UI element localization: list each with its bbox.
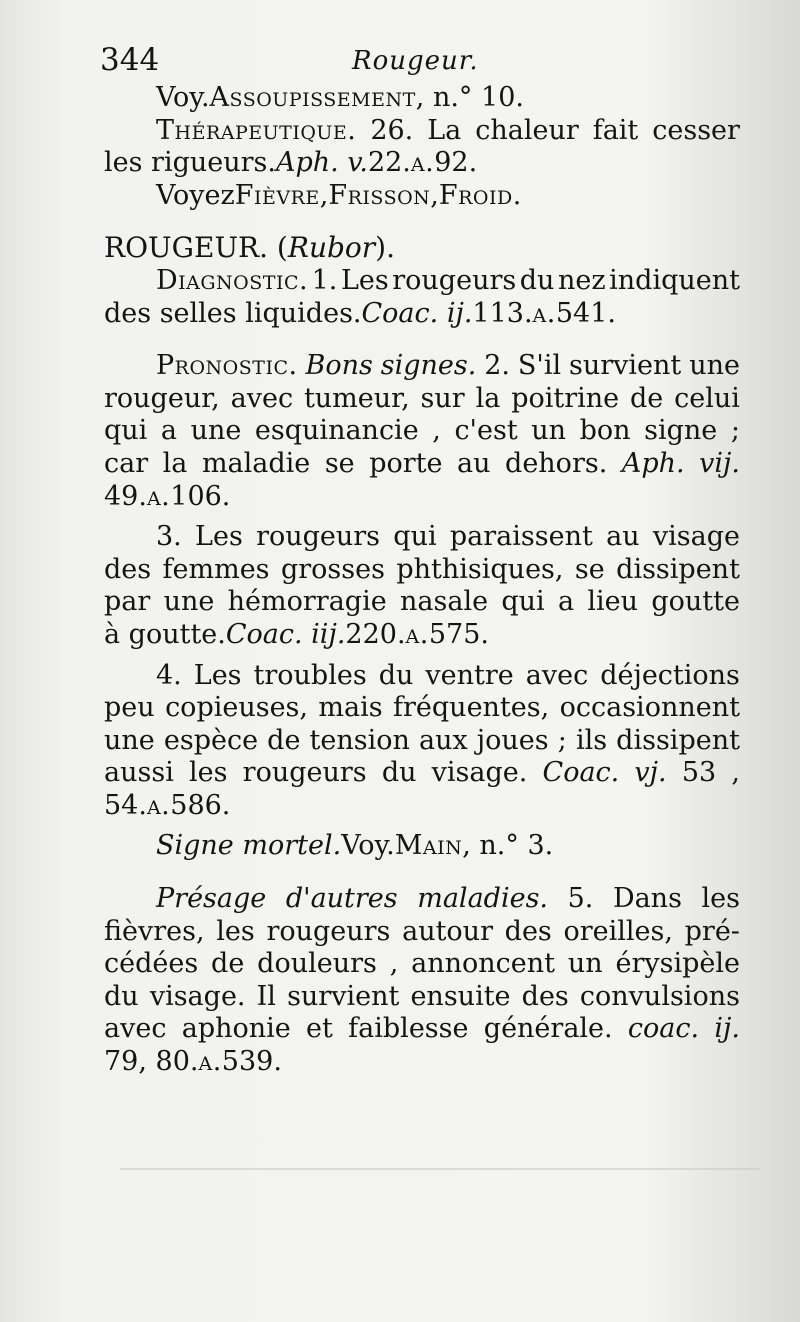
text-line (104, 916, 740, 949)
text-line (104, 554, 740, 587)
text-word: visage. (431, 757, 528, 789)
text-word: ensuite (410, 980, 511, 1012)
text-line (104, 350, 740, 383)
text-word: copieuses, (165, 692, 308, 724)
text-word: se (574, 553, 605, 585)
text-word: lieu (587, 586, 639, 618)
text-word: les (216, 915, 255, 947)
text-word: des (521, 980, 569, 1012)
text-run: 92. (434, 147, 478, 179)
text-run: 539. (221, 1046, 282, 1078)
text-run: Coac. iij. (225, 618, 346, 650)
text-line (104, 180, 740, 213)
text-word: tumeur, (303, 382, 410, 414)
text-word: tension (309, 724, 410, 756)
text-word: d'autres (285, 883, 398, 915)
text-word: Coac. (542, 757, 620, 789)
text-line (104, 415, 740, 448)
text-run: Froid (438, 179, 513, 211)
page-header (100, 42, 740, 86)
text-line (104, 883, 740, 916)
text-word: survient (287, 980, 400, 1012)
text-word: ventre (425, 659, 514, 691)
text-run: 586. (170, 789, 231, 821)
text-word: qui (393, 521, 437, 553)
text-word: qui (501, 586, 545, 618)
text-word: joues (476, 724, 549, 756)
text-word: cesser (652, 114, 740, 146)
text-word: coac. (627, 1013, 700, 1045)
text-line (104, 981, 740, 1014)
text-word: une (190, 415, 242, 447)
text-word: et (306, 1013, 333, 1045)
text-line (104, 619, 740, 652)
text-run: les rigueurs. (104, 147, 276, 179)
text-line (104, 265, 740, 298)
text-run: a. (405, 618, 429, 650)
text-word: aux (418, 724, 468, 756)
text-run: 79, 80. (104, 1046, 199, 1078)
text-word: des (104, 553, 152, 585)
text-run: des selles liquides. (104, 297, 362, 329)
text-word: autour (402, 915, 493, 947)
text-word: Présage (156, 883, 267, 915)
text-word: de (211, 948, 245, 980)
text-run: Main (394, 830, 463, 862)
text-word: rougeurs (392, 264, 517, 296)
text-word: maladie (201, 447, 311, 479)
text-line (104, 948, 740, 981)
text-run: 49. (104, 480, 147, 512)
text-word: paraissent (449, 521, 593, 553)
text-word: déjections (600, 659, 740, 691)
text-word: porte (369, 447, 443, 479)
text-run: 54. (104, 789, 147, 821)
text-word: esquinancie (254, 415, 419, 447)
text-word: ; (557, 724, 567, 756)
text-word: 4. (156, 659, 182, 691)
text-run: Signe mortel. (156, 830, 342, 862)
text-word: femmes (162, 553, 270, 585)
text-run: 575. (428, 618, 489, 650)
text-word: douleurs (257, 948, 377, 980)
show-through-rule (120, 1168, 760, 1170)
text-word: du (519, 264, 555, 296)
text-run: a. (198, 1046, 222, 1078)
text-run: 106. (170, 480, 231, 512)
text-word: pré- (684, 915, 740, 947)
text-line (104, 232, 740, 265)
text-run: Rubor (287, 231, 376, 265)
text-word: goutte (651, 586, 740, 618)
text-word: vj. (634, 757, 667, 789)
text-run: à goutte. (104, 618, 226, 650)
text-word: , (731, 757, 740, 789)
text-word: les (701, 883, 740, 915)
text-word: fréquentes, (393, 692, 550, 724)
text-word: avec (104, 1013, 167, 1045)
text-word: 1. (311, 264, 338, 296)
text-line (104, 448, 740, 481)
text-word: mais (318, 692, 383, 724)
text-word: la (475, 382, 501, 414)
text-word: annoncent (411, 948, 555, 980)
text-word: rougeurs (242, 757, 367, 789)
text-line (104, 1013, 740, 1046)
text-word: cédées (104, 948, 199, 980)
text-word: Thérapeutique. (156, 114, 357, 146)
text-run: Coac. ij. (361, 297, 473, 329)
text-line (104, 383, 740, 416)
text-word: avec (525, 659, 589, 691)
text-word: hémorragie (227, 586, 387, 618)
text-word: visage (652, 521, 740, 553)
text-line (104, 660, 740, 693)
text-run: 113. (472, 297, 533, 329)
text-word: phthisiques, (396, 553, 564, 585)
text-run: ROUGEUR. ( (104, 231, 288, 265)
text-word: une (689, 350, 740, 382)
text-word: 26. (370, 114, 414, 146)
text-word: avec (230, 382, 294, 414)
text-run: , (319, 179, 329, 211)
page-text (104, 82, 740, 1079)
text-word: signes. (380, 350, 477, 382)
text-word: car (104, 447, 149, 479)
text-word: par (104, 586, 151, 618)
text-word: Les (195, 521, 243, 553)
text-word: nasale (400, 586, 489, 618)
text-word: vij. (699, 447, 740, 479)
text-word: visage. (149, 980, 246, 1012)
text-word: celui (674, 382, 740, 414)
text-word: Les (340, 264, 389, 296)
text-line (104, 481, 740, 514)
text-line (104, 298, 740, 331)
text-word: qui (104, 415, 148, 447)
text-word: des (504, 915, 552, 947)
text-word: les (189, 757, 228, 789)
text-run: Voy. (341, 830, 395, 862)
text-run: Voy. (156, 82, 210, 113)
text-word: aussi (104, 757, 174, 789)
text-word: Les (193, 659, 242, 691)
text-word: un (567, 948, 603, 980)
text-run: ). (375, 231, 395, 265)
text-word: , (432, 415, 441, 447)
text-line (104, 82, 740, 115)
text-word: ils (575, 724, 608, 756)
text-word: se (324, 447, 355, 479)
text-word: poitrine (511, 382, 620, 414)
text-word: peu (104, 692, 155, 724)
text-word: Il (256, 980, 276, 1012)
text-word: fièvres, (104, 915, 205, 947)
text-line (104, 521, 740, 554)
text-run: a. (146, 789, 171, 821)
text-run: , n.° 10. (415, 82, 524, 113)
text-word: bon (579, 415, 631, 447)
text-word: au (457, 447, 491, 479)
text-word: de (267, 724, 301, 756)
text-word: maladies. (417, 883, 549, 915)
text-word: du (381, 757, 417, 789)
page-number: 344 (100, 42, 160, 78)
text-word: 53 (681, 757, 717, 789)
text-word: chaleur (475, 114, 579, 146)
text-word: grosses (280, 553, 385, 585)
text-run: a. (146, 480, 171, 512)
text-word: du (104, 980, 139, 1012)
text-word: Pronostic. (156, 350, 298, 382)
text-word: , (389, 948, 399, 980)
text-word: S'il (517, 350, 562, 382)
text-word: c'est (454, 415, 518, 447)
text-word: convulsions (579, 980, 740, 1012)
text-run: 22. (367, 147, 411, 179)
text-run: 220. (345, 618, 406, 650)
text-line (104, 692, 740, 725)
text-word: Bons (305, 350, 373, 382)
text-line (104, 757, 740, 790)
text-run: . (512, 179, 522, 211)
text-word: rougeur, (104, 382, 220, 414)
text-word: dissipent (616, 724, 740, 756)
text-word: a (160, 415, 177, 447)
text-word: une (104, 724, 155, 756)
text-line (104, 1046, 740, 1079)
text-word: nez (558, 264, 606, 296)
text-word: ; (730, 415, 740, 447)
text-run: Frisson (328, 179, 431, 211)
text-word: indiquent (609, 264, 740, 296)
text-run: 541. (555, 297, 616, 329)
text-word: Dans (612, 883, 682, 915)
text-run: a. (410, 147, 435, 179)
text-word: occasionnent (559, 692, 740, 724)
text-run: Aph. v. (275, 147, 368, 179)
text-run: Fièvre (234, 179, 320, 211)
text-word: dehors. (505, 447, 608, 479)
text-word: survient (569, 350, 682, 382)
text-line (104, 725, 740, 758)
text-word: aphonie (181, 1013, 291, 1045)
text-word: rougeurs (256, 521, 381, 553)
text-line (104, 147, 740, 180)
text-word: 2. (484, 350, 510, 382)
text-word: du (378, 659, 414, 691)
text-line (104, 830, 740, 863)
running-head: Rougeur. (352, 46, 479, 76)
text-word: 3. (156, 521, 182, 553)
text-word: érysipèle (615, 948, 740, 980)
text-word: Diagnostic. (156, 264, 309, 296)
text-word: La (427, 114, 462, 146)
text-word: ij. (714, 1013, 740, 1045)
text-word: espèce (163, 724, 259, 756)
text-run: , n.° 3. (462, 830, 554, 862)
text-word: sur (420, 382, 465, 414)
text-word: de (630, 382, 664, 414)
text-word: fait (592, 114, 639, 146)
text-run: Assoupissement (209, 82, 416, 113)
text-run: Voyez (156, 179, 235, 211)
text-line (104, 115, 740, 148)
text-word: au (606, 521, 640, 553)
text-word: rougeurs (266, 915, 391, 947)
text-word: la (162, 447, 188, 479)
text-word: troubles (253, 659, 367, 691)
text-word: a (557, 586, 575, 618)
text-word: dissipent (616, 553, 740, 585)
text-word: générale. (483, 1013, 613, 1045)
text-word: un (531, 415, 567, 447)
text-word: Aph. (621, 447, 685, 479)
text-word: faiblesse (348, 1013, 469, 1045)
text-line (104, 586, 740, 619)
text-line (104, 790, 740, 823)
text-run: a. (532, 297, 556, 329)
text-word: oreilles, (563, 915, 673, 947)
text-word: signe (644, 415, 718, 447)
text-word: une (163, 586, 215, 618)
text-run: , (430, 179, 439, 211)
text-word: 5. (567, 883, 594, 915)
